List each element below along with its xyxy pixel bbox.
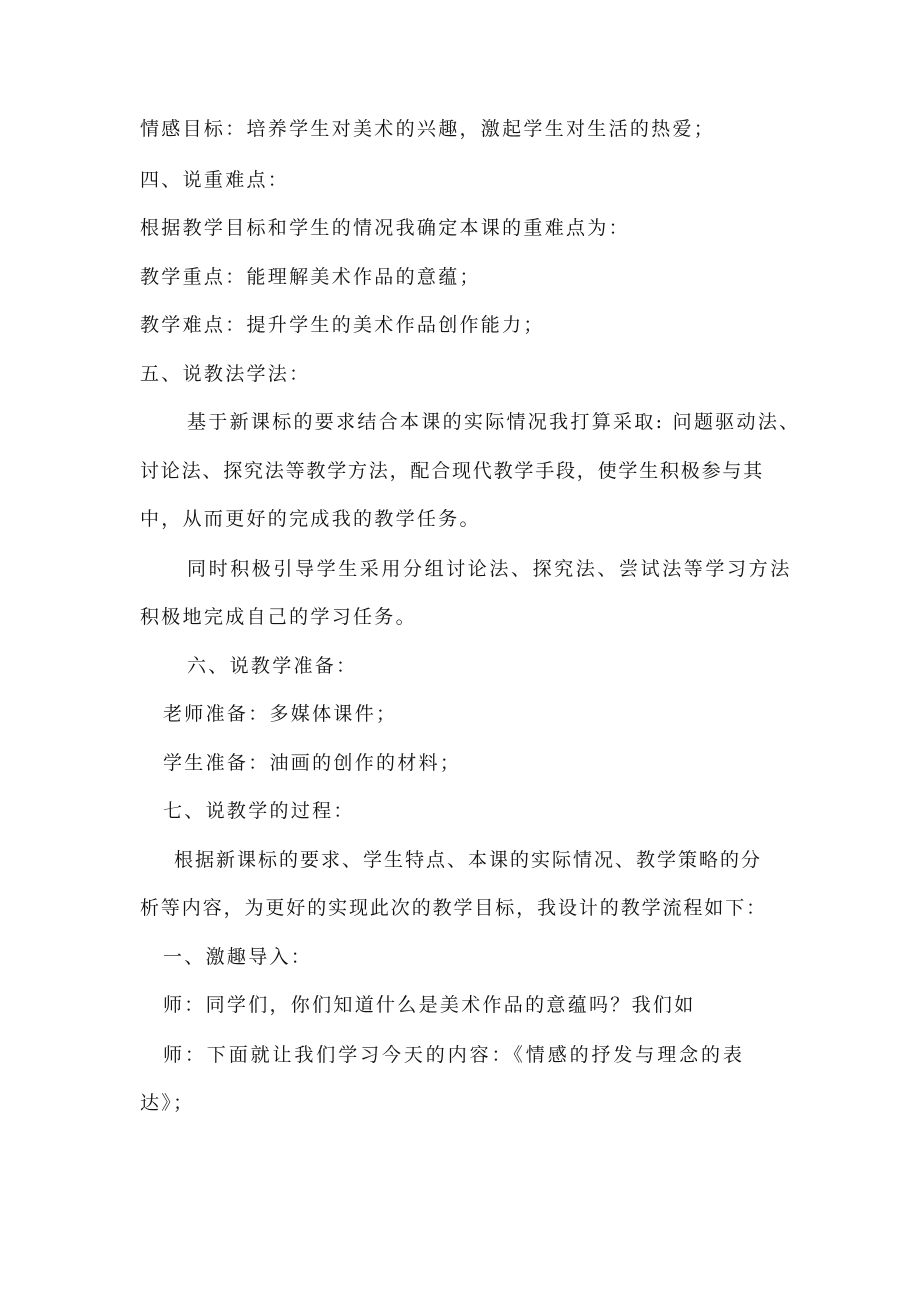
section-heading: 五、说教法学法： <box>140 363 311 385</box>
section-heading: 六、说教学准备： <box>187 655 358 677</box>
paragraph-line: 根据新课标的要求、学生特点、本课的实际情况、教学策略的分 <box>174 849 763 871</box>
text-line: 教学难点：提升学生的美术作品创作能力； <box>140 314 545 336</box>
paragraph-line: 同时积极引导学生采用分组讨论法、探究法、尝试法等学习方法 <box>187 558 792 580</box>
section-heading: 四、说重难点： <box>140 169 290 191</box>
paragraph-line: 中，从而更好的完成我的教学任务。 <box>140 508 481 530</box>
text-line: 根据教学目标和学生的情况我确定本课的重难点为： <box>140 217 630 239</box>
paragraph-line: 讨论法、探究法等教学方法，配合现代教学手段，使学生积极参与其 <box>140 460 765 482</box>
paragraph-line: 基于新课标的要求结合本课的实际情况我打算采取: 问题驱动法、 <box>187 411 801 433</box>
section-heading: 七、说教学的过程： <box>163 800 355 822</box>
section-heading: 一、激趣导入： <box>163 946 313 968</box>
text-line: 老师准备：多媒体课件； <box>163 703 398 725</box>
text-line: 教学重点：能理解美术作品的意蕴； <box>140 266 481 288</box>
paragraph-line: 积极地完成自己的学习任务。 <box>140 606 417 628</box>
dialogue-line: 师：下面就让我们学习今天的内容：《情感的抒发与理念的表 <box>163 1044 745 1066</box>
text-line: 情感目标：培养学生对美术的兴趣，激起学生对生活的热爱； <box>140 118 716 140</box>
dialogue-line: 师：同学们，你们知道什么是美术作品的意蕴吗？我们如 <box>163 994 696 1016</box>
paragraph-line: 析等内容，为更好的实现此次的教学目标，我设计的教学流程如下： <box>140 897 768 919</box>
dialogue-line: 达》； <box>140 1092 195 1114</box>
text-line: 学生准备：油画的创作的材料； <box>163 752 462 774</box>
